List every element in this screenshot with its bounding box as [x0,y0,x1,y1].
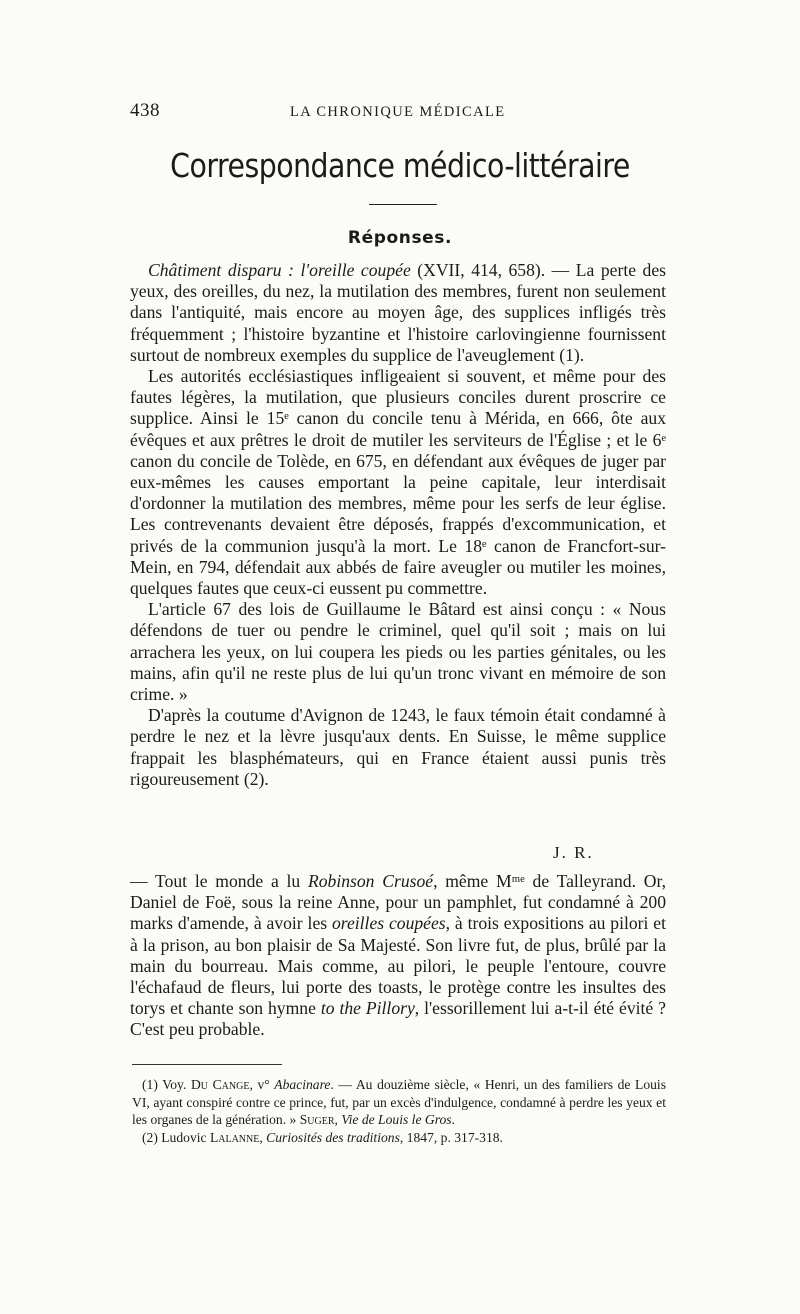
fn-segment: , [334,1112,342,1127]
paragraph-5 [130,871,666,1041]
italic-segment: to the Pillory [320,998,415,1019]
paragraph-2: Les autorités ecclésiastiques infligeaient si souvent, et même pour des fautes légères, la mutilation, que plusieurs conciles durent proscrire ce supplice. Ainsi le 15ᵉ canon du concile tenu à Mérida, en 666, ôte aux évêques et aux prêtres le droit de mutiler les serviteurs de l'Église ; et le 6ᵉ canon du concile de Tolède, en 675, en défendant aux évêques de juger par eux-mêmes les causes emportant la peine capitale, leur interdisait d'ordonner la mutilation des membres, même pour les serfs de leur église. Les contrevenants devaient être déposés, frappés d'excommunication, et privés de la communion jusqu'à la mort. Le 18ᵉ canon de Francfort-sur-Mein, en 794, défendait aux abbés de faire aveugler ou mutiler les moines, quelques fautes que ceux-ci eussent pu commettre. [130,366,666,599]
running-title: LA CHRONIQUE MÉDICALE [290,104,506,120]
text-segment: , l'essorillement lui a-t-il été évité ? C'est peu probable. [130,998,666,1040]
fn-segment: , [259,1129,267,1145]
fn-segment: . [451,1112,455,1127]
fn-italic: Curiosités des traditions [266,1129,400,1145]
section-title: Correspondance médico-littéraire [170,146,630,185]
lead-text: (XVII, 414, 658). — La perte des yeux, des oreilles, du nez, la mutilation des membres, furent non seulement dans l'antiquité, mais encore au moyen âge, des supplices infligés très fréquemment ; l'histoire byzantine et l'histoire carlovingienne fournissent surtout de nombreux exemples du supplice de l'aveuglement (1). [130,260,666,365]
footnote-2 [132,1129,666,1147]
title-rule [369,204,437,205]
fn-segment: , v° [249,1077,275,1092]
running-head [130,100,665,130]
italic-segment: Robinson Crusoé [308,871,434,891]
text-segment: , même Mᵐᵉ de Talleyrand. Or, Daniel de Foë, sous la reine Anne, pour un pamphlet, fut condamné à 200 marks d'amende, à avoir les [130,871,666,934]
fn-author: Lalanne [209,1129,260,1145]
article-robinson [130,871,666,1041]
fn-italic: Abacinare [274,1077,331,1092]
text-segment: , à trois expositions au pilori et à la prison, au bon plaisir de Sa Majesté. Son livre fut, de plus, brûlé par la main du bourreau. Mais comme, au pilori, le peuple l'entoure, couvre l'échafaud de fleurs, lui porte des toasts, le protège contre les insultes des torys et chante son hymne [130,913,667,1019]
page-number: 438 [130,100,160,121]
fn-segment: , 1847, p. 317-318. [399,1129,503,1145]
footnote-1 [132,1076,666,1129]
signature: J. R. [553,843,594,862]
fn-segment: . — Au douzième siècle, « Henri, un des familiers de Louis VI, ayant conspiré contre ce prince, fut, par un excès d'indulgence, condamné à perdre les yeux et les organes de la génération. » [132,1077,666,1127]
italic-segment: oreilles coupées [331,913,446,934]
article-oreille-coupee [130,260,666,790]
paragraph-4: D'après la coutume d'Avignon de 1243, le faux témoin était condamné à perdre le nez et la lèvre jusqu'aux dents. En Suisse, le même supplice frappait les blasphémateurs, qui en France étaient aussi punis très rigoureusement (2). [130,705,666,789]
lead-title: Châtiment disparu : l'oreille coupée [148,260,411,280]
fn-italic: Vie de Louis le Gros [341,1112,452,1127]
fn-author: Suger [299,1112,335,1127]
paragraph-1 [130,260,666,366]
footnote-rule [132,1064,282,1065]
text-segment: — Tout le monde a lu [130,871,308,891]
fn-author: Du Cange [190,1077,250,1092]
paragraph-3: L'article 67 des lois de Guillaume le Bâtard est ainsi conçu : « Nous défendons de tuer ou pendre le criminel, quel qu'il soit ; mais on lui arrachera les yeux, on lui coupera les pieds ou les parties génitales, ou les mains, afin qu'il ne reste plus de lui qu'un tronc vivant en mémoire de son crime. » [130,599,666,705]
fn-segment: (2) Ludovic [142,1129,210,1145]
subheading: Réponses. [347,228,453,248]
footnotes [132,1076,666,1146]
fn-segment: (1) Voy. [142,1077,191,1092]
